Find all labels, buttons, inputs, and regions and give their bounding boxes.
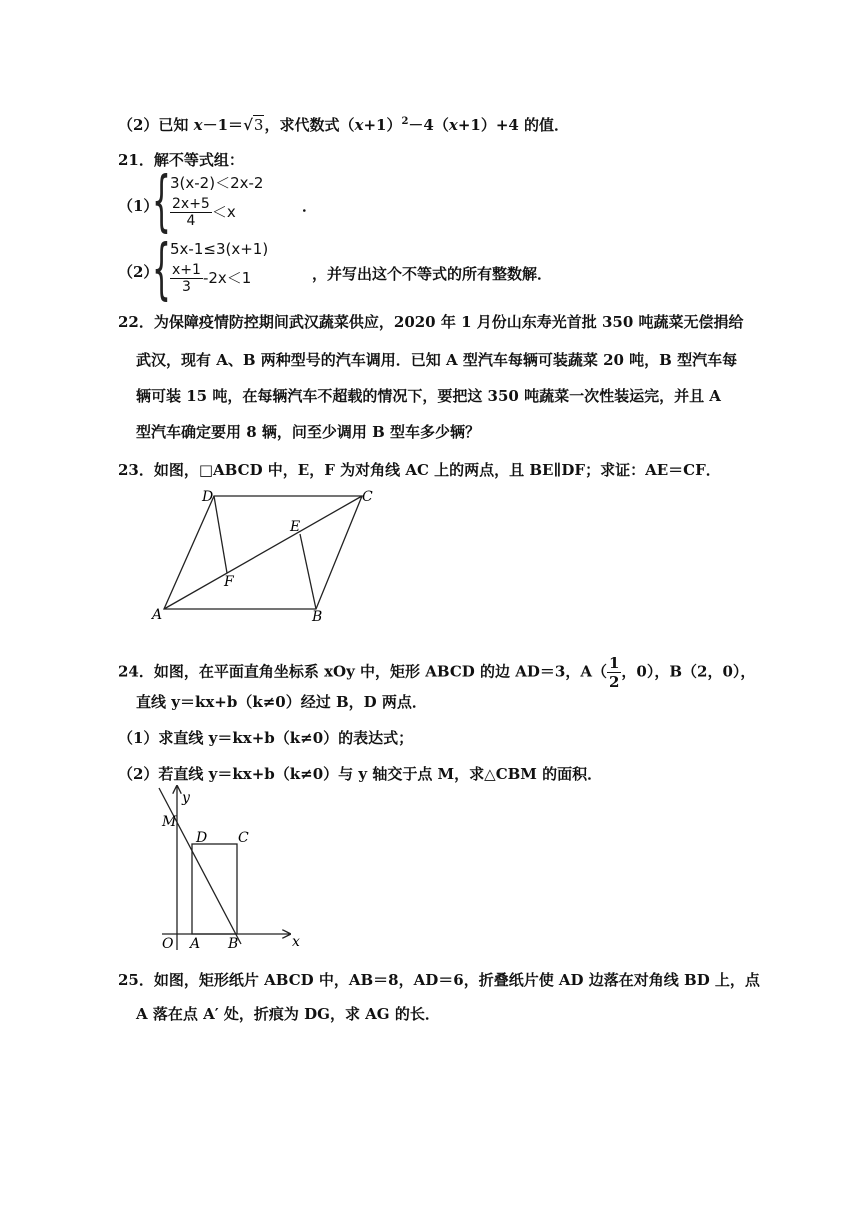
q24-label-m: M <box>162 814 177 830</box>
q23-label-e: E <box>290 519 301 535</box>
q21-p1-ineq2: $\frac{2x+5}{4}$ ＜x <box>172 196 236 229</box>
q22-line2: 武汉，现有 A、B 两种型号的汽车调用．已知 A 型汽车每辆可装蔬菜 20 吨，B 型汽车每 <box>136 351 738 369</box>
q23-label-c: C <box>362 489 373 505</box>
q22-line1: 22．为保障疫情防控期间武汉蔬菜供应，2020 年 1 月份山东寿光首批 350 吨蔬菜无偿捐给 <box>118 313 744 331</box>
q24-label-y: y <box>182 790 190 806</box>
q25-line1: 25．如图，矩形纸片 ABCD 中，AB＝8，AD＝6，折叠纸片使 AD 边落在对角线 BD 上，点 <box>118 971 760 989</box>
q23-label-d: D <box>202 489 214 505</box>
q24-fraction: $\frac{1}{2}$ <box>608 654 620 691</box>
q23-text: 23．如图，□ABCD 中，E，F 为对角线 AC 上的两点，且 BE∥DF；求证：AE＝CF． <box>118 461 721 479</box>
q21-title: 21．解不等式组： <box>118 151 244 169</box>
sqrt-symbol: √3 <box>243 116 264 134</box>
q23-diagonal-ac <box>164 496 362 609</box>
q21-p2-fraction: $\frac{x+1}{3}$ <box>172 262 201 295</box>
q24-label-x: x <box>292 934 300 950</box>
q24-part2: （2）若直线 y＝kx+b（k≠0）与 y 轴交于点 M，求△CBM 的面积． <box>118 765 603 783</box>
q24-line2: 直线 y＝kx+b（k≠0）经过 B，D 两点． <box>136 693 427 711</box>
q23-label-a: A <box>152 607 163 623</box>
q21-p2-label: （2） <box>118 263 159 281</box>
q23-segment-be <box>300 534 316 609</box>
q22-line4: 型汽车确定要用 8 辆，问至少调用 B 型车多少辆？ <box>136 423 481 441</box>
q21-p2-ineq2: $\frac{x+1}{3}$ -2x＜1 <box>172 262 252 295</box>
q21-p2-ineq1: 5x-1≤3(x+1) <box>170 240 269 258</box>
q24-label-d: D <box>196 830 208 846</box>
q24-rectangle-abcd <box>192 844 237 934</box>
q23-parallelogram-figure <box>140 485 390 630</box>
q24-line-bd <box>159 788 241 944</box>
q24-label-o: O <box>162 936 174 952</box>
q24-line1: 24．如图，在平面直角坐标系 xOy 中，矩形 ABCD 的边 AD＝3，A（ $\frac{1}{2}$ ，0），B（2，0）， <box>118 654 756 691</box>
q24-label-a: A <box>190 936 201 952</box>
q24-coordinate-figure <box>140 780 315 955</box>
q22-line3: 辆可装 15 吨，在每辆汽车不超载的情况下，要把这 350 吨蔬菜一次性装运完，并且 A <box>136 387 721 405</box>
q24-label-b: B <box>228 936 239 952</box>
q23-label-f: F <box>224 574 234 590</box>
q21-p2-brace: { <box>152 230 171 307</box>
q24-label-c: C <box>238 830 249 846</box>
q21-p2-end: ，并写出这个不等式的所有整数解． <box>312 265 553 283</box>
q23-segment-df <box>214 496 227 573</box>
q21-p1-ineq1: 3(x-2)＜2x-2 <box>170 174 264 192</box>
q21-p1-label: （1） <box>118 197 159 215</box>
q21-p1-brace: { <box>152 162 171 239</box>
q23-label-b: B <box>312 609 323 625</box>
q24-part1: （1）求直线 y＝kx+b（k≠0）的表达式； <box>118 729 414 747</box>
q25-line2: A 落在点 A′ 处，折痕为 DG，求 AG 的长． <box>136 1005 440 1023</box>
q21-p1-fraction: $\frac{2x+5}{4}$ <box>172 196 210 229</box>
q20-part2: （2）已知 x－1＝√3，求代数式$(x+1)^2-4(x+1)+4$ 的值． <box>118 116 570 134</box>
q21-p1-end: ． <box>302 197 318 215</box>
